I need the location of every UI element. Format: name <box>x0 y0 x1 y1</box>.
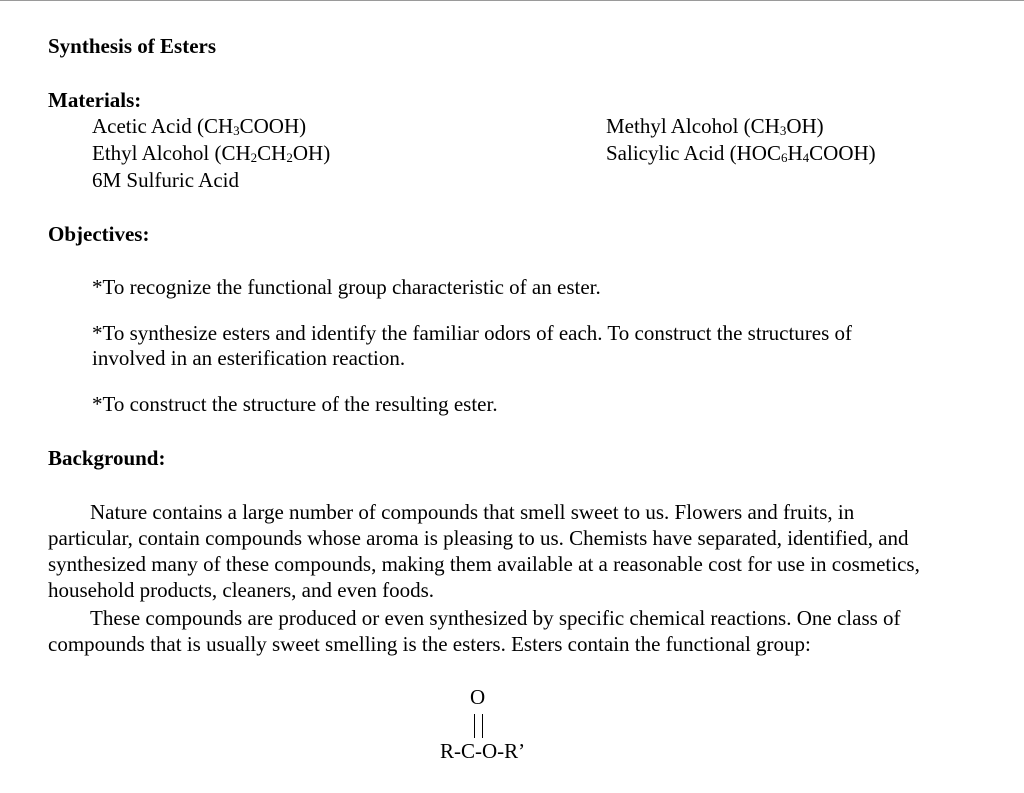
objective-item-continuation: involved in an esterification reaction. <box>92 346 406 370</box>
material-methyl-alcohol: Methyl Alcohol $(CH_3OH)$ <box>606 114 824 138</box>
objective-item: *To synthesize esters and identify the familiar odors of each. To construct the structures of <box>92 321 853 345</box>
carbonyl-oxygen: O <box>470 685 486 709</box>
background-paragraph-2 <box>48 605 1018 657</box>
objective-item: *To construct the structure of the resulting ester. <box>92 392 498 416</box>
background-paragraph-1 <box>48 499 1018 603</box>
materials-right-column <box>606 113 876 167</box>
paragraph-line: synthesized many of these compounds, making them available at a reasonable cost for use in cosmetics, <box>48 552 920 576</box>
paragraph-line: These compounds are produced or even synthesized by specific chemical reactions. One class of <box>90 606 901 630</box>
materials-heading: Materials: <box>48 88 142 112</box>
paragraph-line: Nature contains a large number of compounds that smell sweet to us. Flowers and fruits, in <box>90 500 855 524</box>
material-ethyl-alcohol: Ethyl Alcohol $(CH_2CH_2OH)$ <box>92 141 331 165</box>
material-salicylic-acid: Salicylic Acid $(HOC_6H_4COOH)$ <box>606 141 876 165</box>
objectives-heading: Objectives: <box>48 222 150 246</box>
objective-item: *To recognize the functional group characteristic of an ester. <box>92 275 601 299</box>
top-border <box>0 0 1024 1</box>
double-bond <box>474 714 483 738</box>
ester-functional-group-structure <box>440 684 540 774</box>
paragraph-line: household products, cleaners, and even foods. <box>48 578 435 602</box>
paragraph-line: particular, contain compounds whose aroma is pleasing to us. Chemists have separated, identified, and <box>48 526 909 550</box>
paragraph-line: compounds that is usually sweet smelling is the esters. Esters contain the functional group: <box>48 632 811 656</box>
materials-left-column <box>92 113 330 194</box>
material-sulfuric-acid: 6M Sulfuric Acid <box>92 168 239 192</box>
background-heading: Background: <box>48 446 166 470</box>
material-acetic-acid: Acetic Acid $(CH_3COOH)$ <box>92 114 307 138</box>
document-title: Synthesis of Esters <box>48 34 217 58</box>
ester-formula: R-C-O-R’ <box>440 739 526 763</box>
